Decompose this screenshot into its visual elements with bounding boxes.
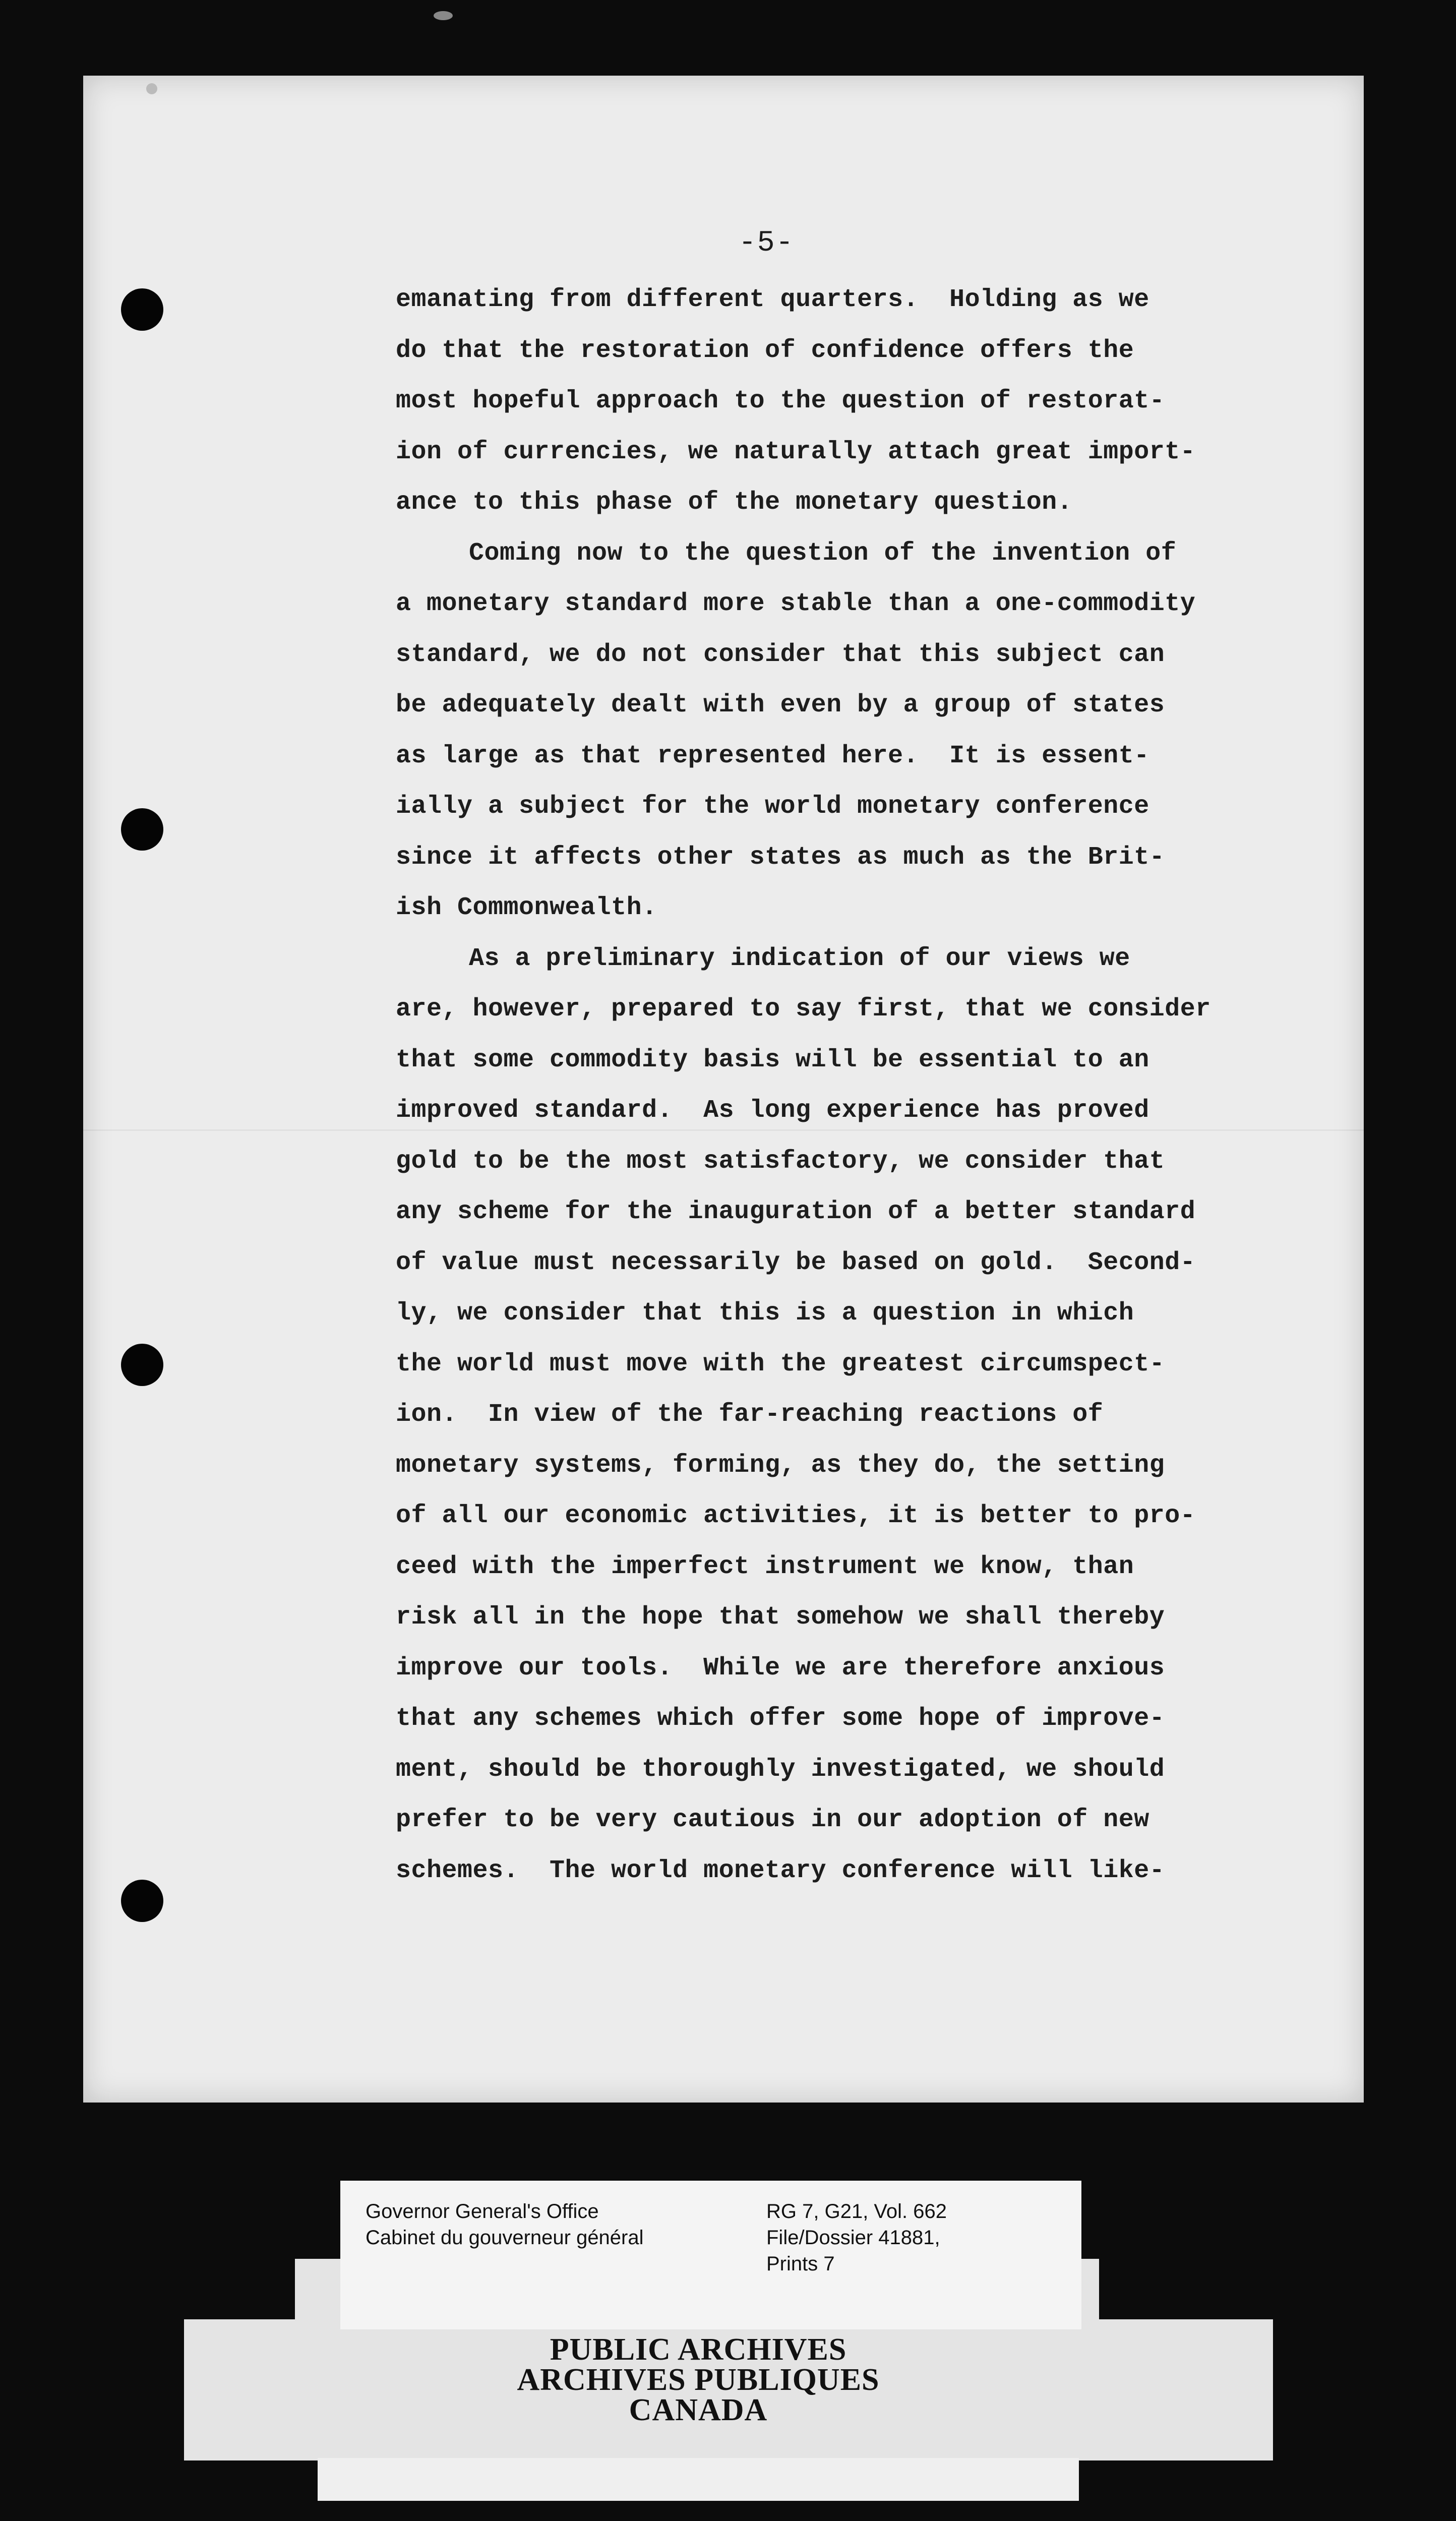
text-line: ceed with the imperfect instrument we know, than <box>396 1552 1134 1581</box>
stamp-line-3: CANADA <box>629 2393 768 2427</box>
text-line: do that the restoration of confidence offers the <box>396 336 1134 365</box>
text-line: Coming now to the question of the invention of <box>469 538 1177 568</box>
stamp-notch <box>184 2259 295 2319</box>
text-line: of value must necessarily be based on gold. Second- <box>396 1248 1196 1277</box>
page-number: -5- <box>739 227 795 260</box>
text-line: ion. In view of the far-reaching reactions of <box>396 1400 1104 1429</box>
punch-hole <box>121 1344 163 1386</box>
punch-hole <box>121 1880 163 1922</box>
office-english: Governor General's Office <box>366 2200 599 2223</box>
reference-line-3: Prints 7 <box>766 2253 835 2275</box>
text-line: a monetary standard more stable than a one-commodity <box>396 589 1196 618</box>
label-reference <box>766 2198 947 2277</box>
text-line: prefer to be very cautious in our adoption of new <box>396 1806 1149 1834</box>
text-line: schemes. The world monetary conference will like- <box>396 1856 1165 1885</box>
stamp-line-2: ARCHIVES PUBLIQUES <box>517 2363 880 2397</box>
office-french: Cabinet du gouverneur général <box>366 2227 644 2249</box>
stamp-bottom-strip <box>318 2458 1079 2501</box>
stamp-notch <box>1099 2259 1273 2319</box>
reference-line-2: File/Dossier 41881, <box>766 2227 940 2249</box>
typed-body-text <box>396 275 1354 1896</box>
text-line: emanating from different quarters. Holding as we <box>396 285 1149 314</box>
punch-hole <box>121 288 163 331</box>
text-line: be adequately dealt with even by a group of states <box>396 691 1165 719</box>
text-line: are, however, prepared to say first, that we consider <box>396 995 1211 1024</box>
text-line: ly, we consider that this is a question in which <box>396 1299 1134 1328</box>
film-speck <box>146 83 157 94</box>
text-line: ish Commonwealth. <box>396 893 657 922</box>
text-line: the world must move with the greatest circumspect- <box>396 1349 1165 1378</box>
public-archives-stamp <box>318 2334 1079 2425</box>
text-line: that some commodity basis will be essential to an <box>396 1045 1149 1074</box>
stamp-line-1: PUBLIC ARCHIVES <box>550 2332 847 2367</box>
text-line: ially a subject for the world monetary conference <box>396 792 1149 821</box>
label-office <box>366 2198 644 2251</box>
document-page <box>83 76 1364 2103</box>
text-line: As a preliminary indication of our views we <box>469 944 1130 973</box>
punch-hole <box>121 808 163 851</box>
reference-line-1: RG 7, G21, Vol. 662 <box>766 2200 947 2223</box>
text-line: most hopeful approach to the question of restorat- <box>396 387 1165 415</box>
text-line: standard, we do not consider that this subject can <box>396 640 1165 669</box>
text-line: risk all in the hope that somehow we shall thereby <box>396 1603 1165 1632</box>
text-line: ment, should be thoroughly investigated, we should <box>396 1755 1165 1784</box>
text-line: ance to this phase of the monetary question. <box>396 488 1073 517</box>
text-line: as large as that represented here. It is essent- <box>396 741 1149 770</box>
text-line: since it affects other states as much as the Brit- <box>396 843 1165 872</box>
text-line: monetary systems, forming, as they do, the setting <box>396 1451 1165 1480</box>
film-speck <box>434 11 453 20</box>
text-line: that any schemes which offer some hope of improve- <box>396 1704 1165 1733</box>
text-line: improved standard. As long experience has proved <box>396 1096 1149 1125</box>
text-line: ion of currencies, we naturally attach great import- <box>396 437 1196 466</box>
text-line: any scheme for the inauguration of a better standard <box>396 1197 1196 1226</box>
text-line: improve our tools. While we are therefore anxious <box>396 1653 1165 1683</box>
text-line: of all our economic activities, it is better to pro- <box>396 1502 1196 1530</box>
text-line: gold to be the most satisfactory, we consider that <box>396 1147 1165 1176</box>
